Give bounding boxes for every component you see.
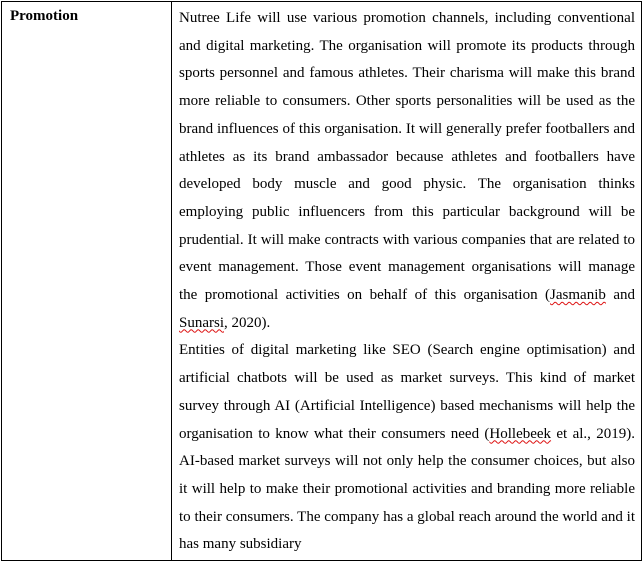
citation-year: , 2020). <box>224 314 271 331</box>
paragraph-text: Entities of digital marketing like SEO (Search engine optimisation) and artificial chatbots will be used as market surveys. This kind of market survey through AI (Artificial Intelligence) based mechanisms will help the organisation to know what their consumers need ( <box>179 342 635 442</box>
table-row <box>2 2 642 561</box>
row-label-cell <box>2 2 172 561</box>
paragraph-promotion-channels <box>179 5 635 337</box>
paragraph-digital-marketing <box>179 337 635 559</box>
document-table <box>1 1 642 561</box>
row-content <box>172 2 641 559</box>
citation-and: and <box>605 287 635 304</box>
citation-author-hollebeek: Hollebeek <box>489 425 552 442</box>
citation-author-jasmanib: Jasmanib <box>550 287 606 304</box>
row-label: Promotion <box>10 8 79 24</box>
row-content-cell <box>172 2 642 561</box>
citation-author-sunarsi: Sunarsi <box>179 314 224 331</box>
paragraph-text: Nutree Life will use various promotion channels, including conventional and digital marketing. The organisation will promote its products through sports personnel and famous athletes. Their charisma will make this brand more reliable to consumers. Other sports personalities will be used as the brand influences of this organisation. It will generally prefer footballers and athletes as its brand ambassador because athletes and footballers have developed body muscle and good physic. The organisation thinks employing public influencers from this particular background will be prudential. It will make contracts with various companies that are related to event management. Those event management organisations will manage the promotional activities on behalf of this organisation ( <box>179 10 635 304</box>
paragraph-text-continued: et al., 2019). AI-based market surveys will not only help the consumer choices, but also it will help to make their promotional activities and branding more reliable to their consumers. The company has a global reach around the world and it has many subsidiary <box>179 425 635 553</box>
